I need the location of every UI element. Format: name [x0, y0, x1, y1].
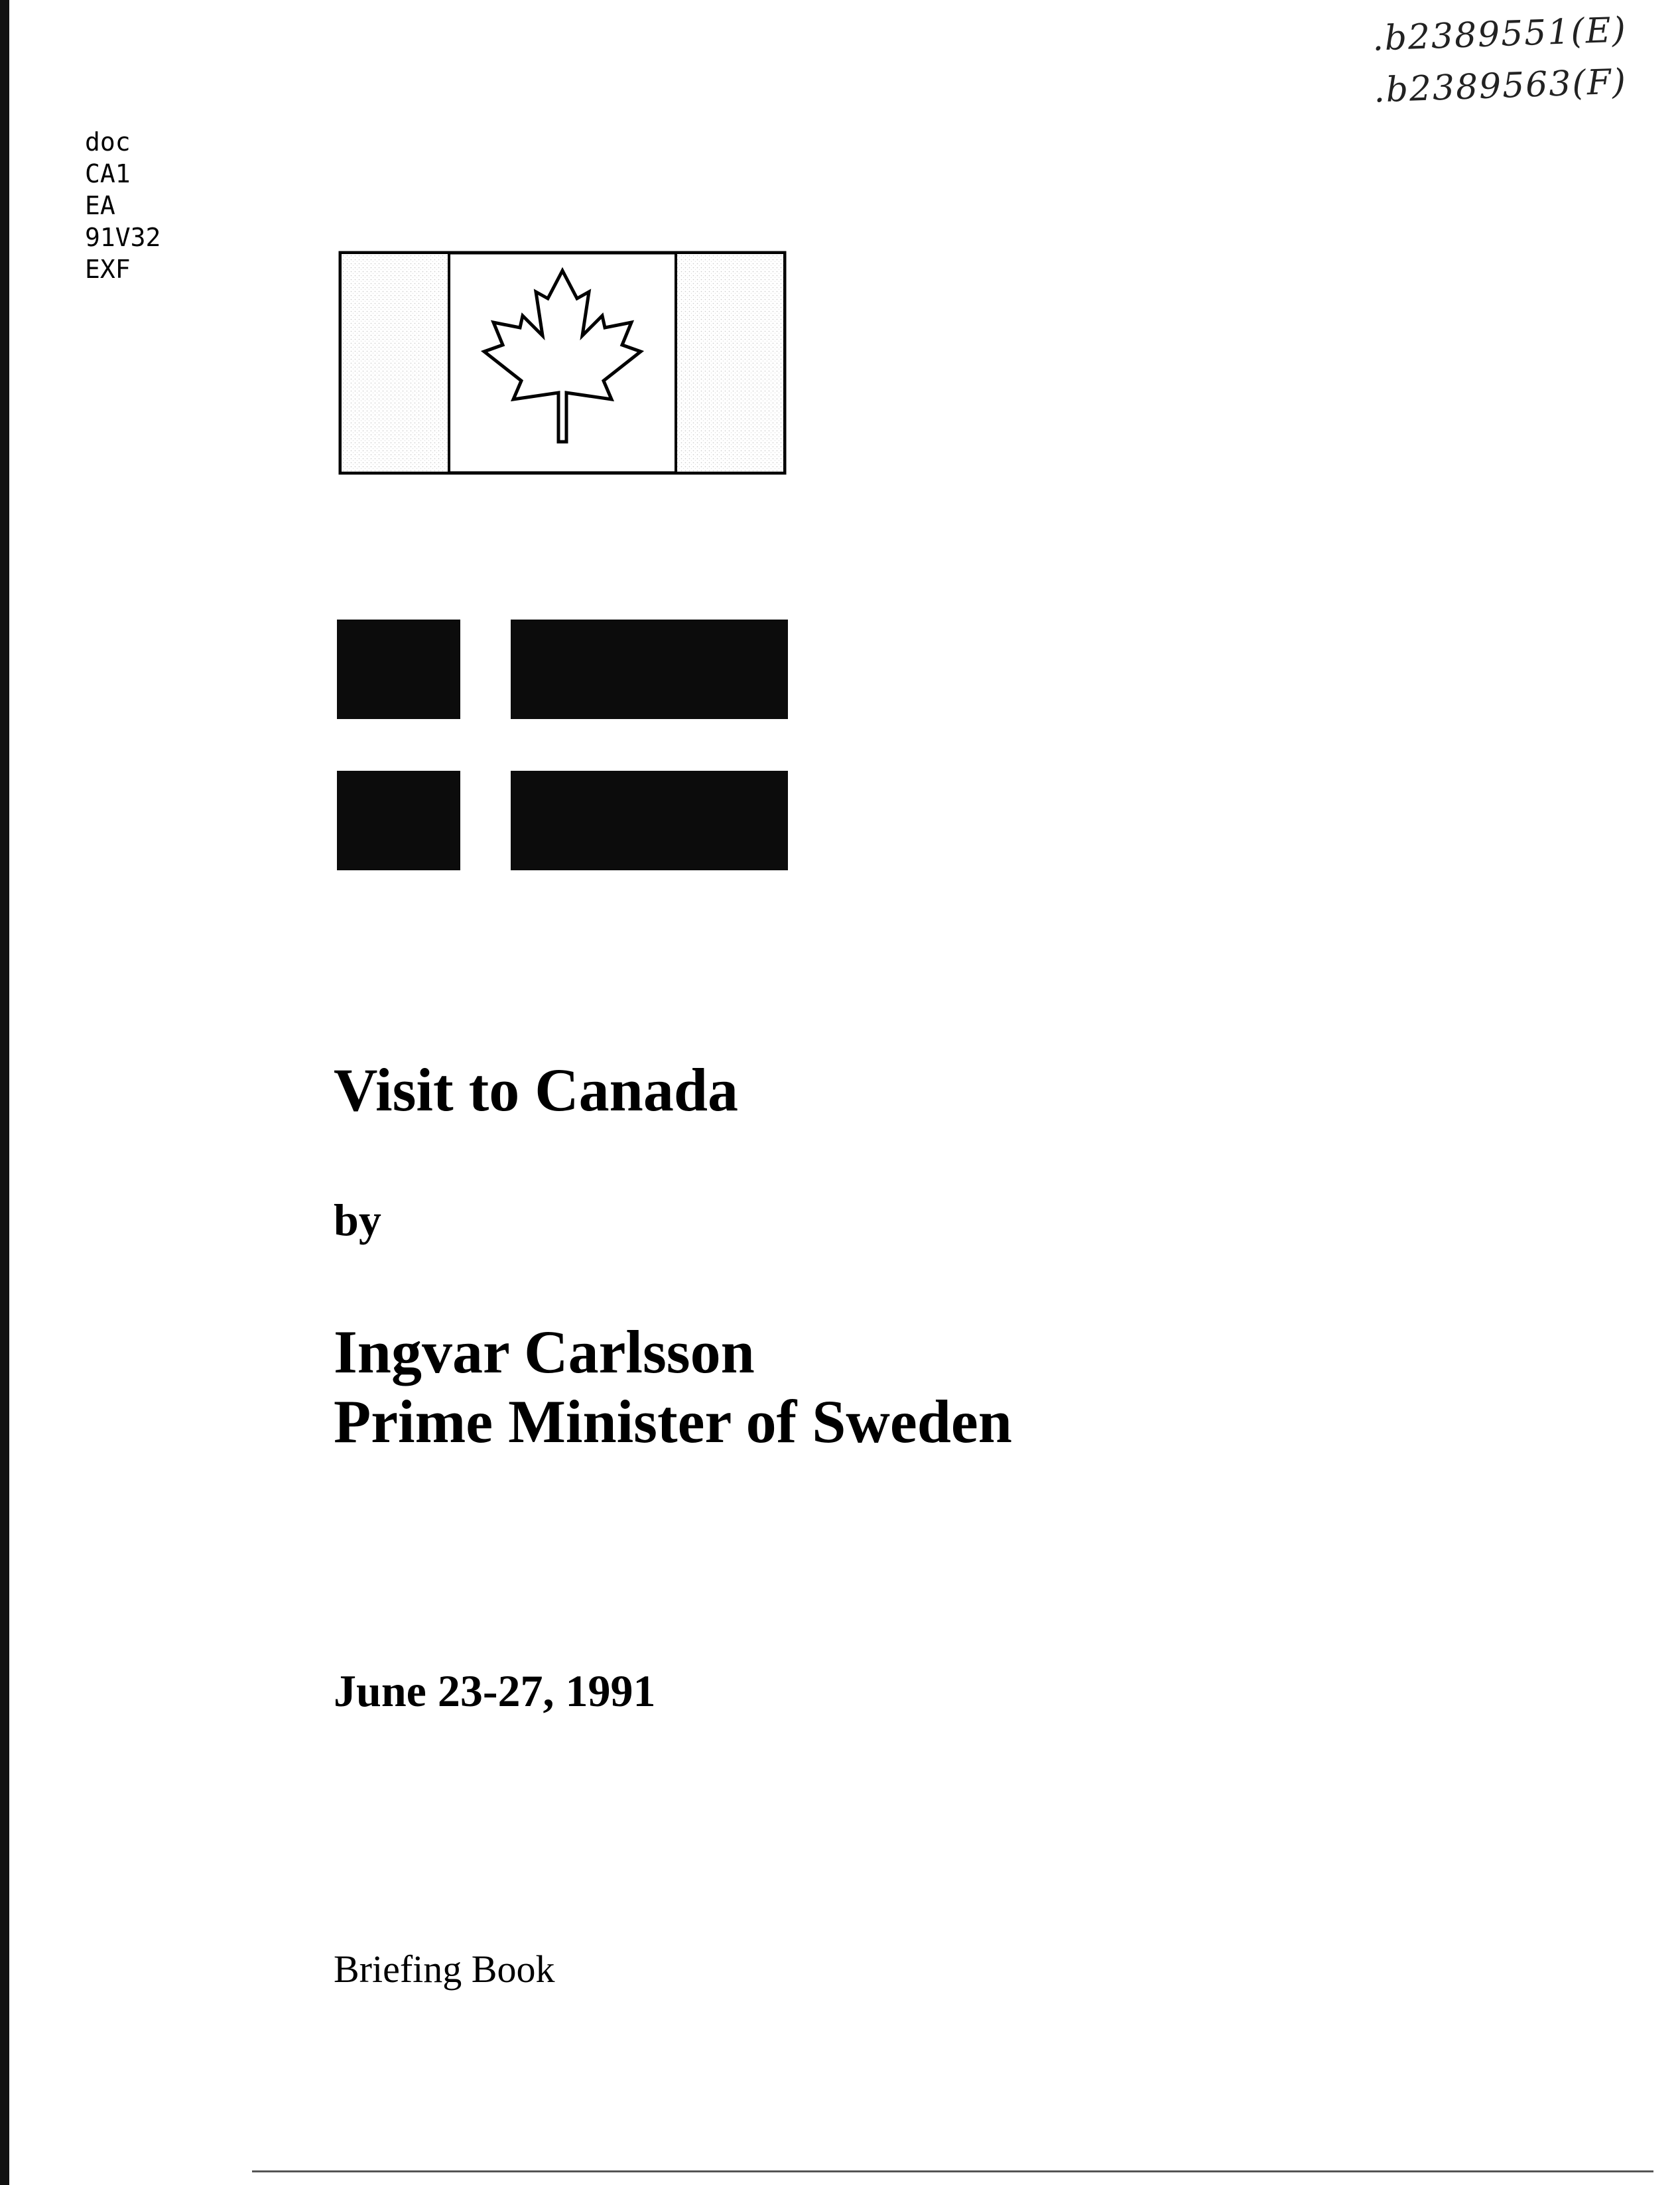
canada-flag-left-band: [342, 254, 448, 472]
call-number-line: EXF: [85, 255, 131, 284]
sweden-flag-quadrant: [511, 771, 788, 870]
scanned-page-edge: [0, 0, 9, 2185]
bottom-rule: [252, 2170, 1653, 2172]
call-number-line: EA: [85, 191, 115, 220]
call-number-line: CA1: [85, 159, 131, 188]
visit-dates: June 23-27, 1991: [334, 1666, 656, 1716]
handwritten-catalog-note-french: .b2389563(F): [1373, 62, 1628, 111]
canada-flag-icon: [338, 251, 787, 475]
call-number-line: doc: [85, 127, 131, 157]
cover-title: Visit to Canada: [334, 1056, 738, 1124]
sweden-flag-icon: [337, 620, 788, 872]
sweden-flag-quadrant: [337, 620, 460, 719]
visitor-name: Ingvar Carlsson: [334, 1318, 755, 1386]
cover-by-line: by: [334, 1195, 381, 1245]
call-number-line: 91V32: [85, 223, 161, 252]
sweden-flag-quadrant: [337, 771, 460, 870]
visitor-title: Prime Minister of Sweden: [334, 1388, 1012, 1455]
canada-flag-right-band: [677, 254, 783, 472]
library-call-number: [85, 126, 161, 285]
handwritten-catalog-note-english: .b2389551(E): [1372, 10, 1628, 59]
document-type-label: Briefing Book: [334, 1948, 555, 1991]
sweden-flag-quadrant: [511, 620, 788, 719]
